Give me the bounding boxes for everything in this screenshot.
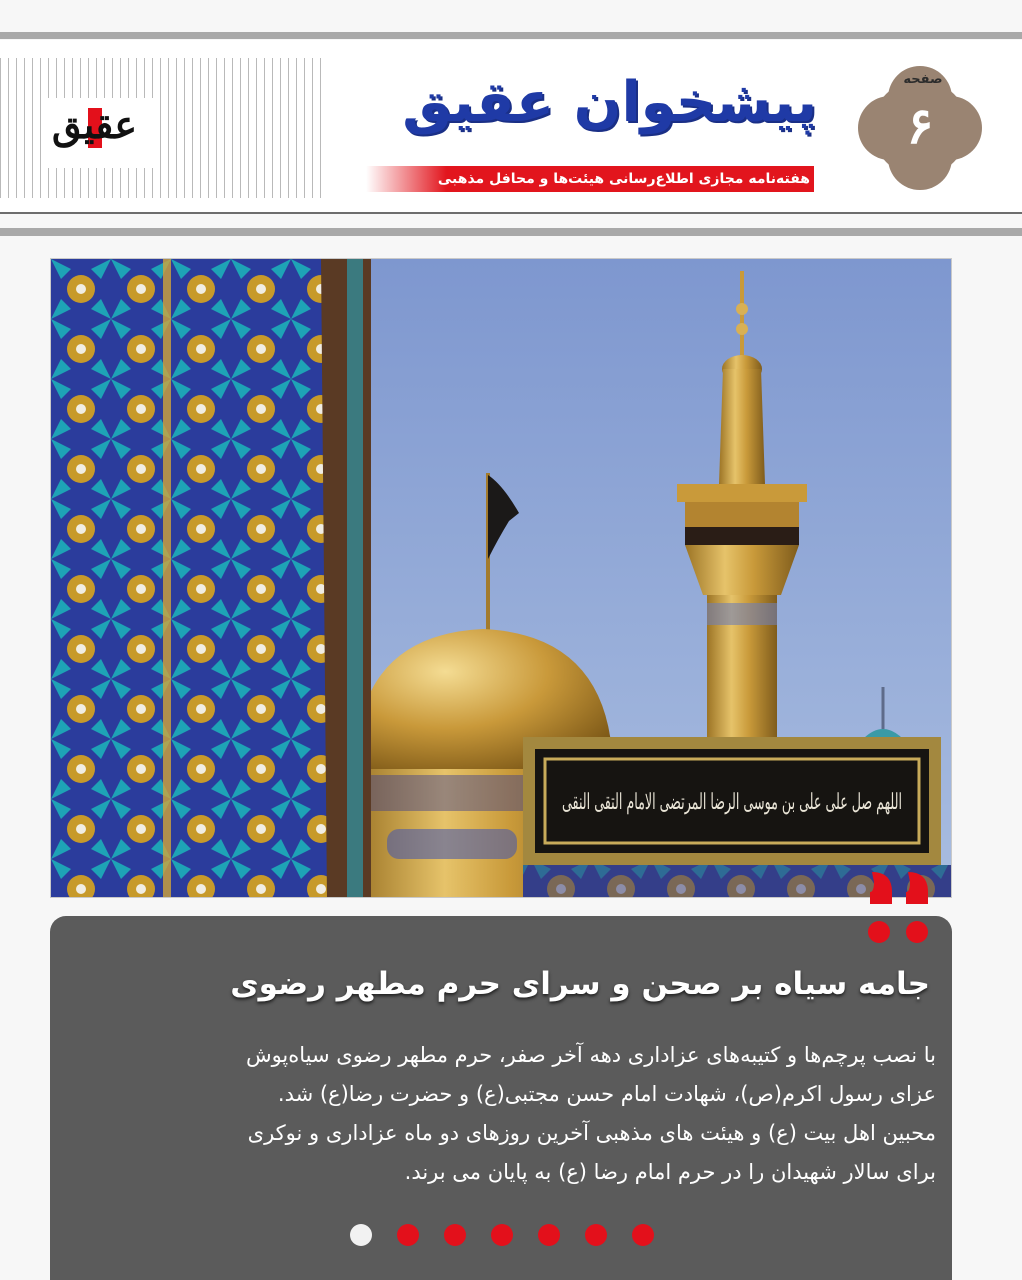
pagination-dot-active[interactable] [350,1224,372,1246]
quote-icon [862,868,942,950]
bottom-rule [0,228,1022,236]
pagination-dot[interactable] [444,1224,466,1246]
page-number: ۶ [906,96,934,155]
shrine-photo [50,258,952,898]
brand-title: پیشخوان عقیق [402,70,817,135]
body-line: عزای رسول اکرم(ص)، شهادت امام حسن مجتبی(ع) و حضرت رضا(ع) شد. [277,1082,936,1106]
tagline: هفته‌نامه مجازی اطلاع‌رسانی هیئت‌ها و محافل مذهبی [366,166,814,192]
logo-text: عقیق [52,102,138,147]
carousel-pagination [350,1222,680,1248]
body-line: محبین اهل بیت (ع) و هیئت های مذهبی آخرین روزهای دو ماه عزاداری و نوکری [247,1121,936,1145]
top-rule [0,32,1022,39]
banner-calligraphy: اللهم صل علی علی بن موسی الرضا المرتضی الامام التقی النقی [562,790,902,815]
pagination-dot[interactable] [491,1224,513,1246]
body-line: برای سالار شهیدان را در حرم امام رضا (ع) به پایان می برند. [404,1160,936,1184]
page-label: صفحه [903,72,943,87]
pagination-dot[interactable] [585,1224,607,1246]
aqiq-logo [48,98,158,168]
pagination-dot[interactable] [397,1224,419,1246]
pagination-dot[interactable] [632,1224,654,1246]
article-headline: جامه سیاه بر صحن و سرای حرم مطهر رضوی [230,966,930,1002]
pagination-dot[interactable] [538,1224,560,1246]
article-body [70,1036,936,1192]
body-line: با نصب پرچم‌ها و کتیبه‌های عزاداری دهه آخر صفر، حرم مطهر رضوی سیاه‌پوش [245,1043,936,1067]
masthead-underline [0,212,1022,214]
